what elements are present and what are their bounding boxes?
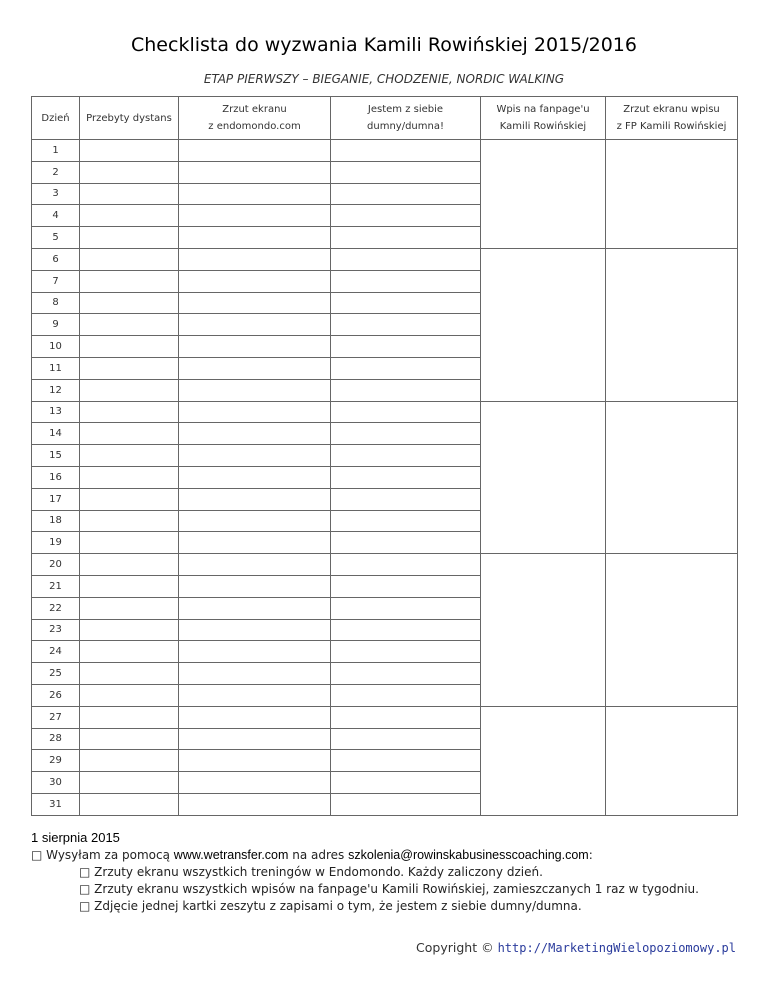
distance-cell[interactable] <box>80 619 179 641</box>
proud-cell[interactable] <box>331 641 481 663</box>
table-row <box>32 554 738 576</box>
table-row <box>32 248 738 270</box>
email-address[interactable]: szkolenia@rowinskabusinesscoaching.com <box>348 848 589 862</box>
endomondo-screenshot-cell[interactable] <box>179 248 331 270</box>
fanpage-post-cell[interactable] <box>481 248 606 401</box>
send-prefix: Wysyłam za pomocą <box>46 848 170 862</box>
distance-cell[interactable] <box>80 401 179 423</box>
endomondo-screenshot-cell[interactable] <box>179 619 331 641</box>
proud-cell[interactable] <box>331 292 481 314</box>
table-body <box>32 140 738 816</box>
header-fanpage-line2: Kamili Rowińskiej <box>499 121 587 132</box>
copyright-link[interactable]: http://MarketingWielopoziomowy.pl <box>497 941 736 955</box>
proud-cell[interactable] <box>331 793 481 815</box>
distance-cell[interactable] <box>80 750 179 772</box>
fp-screenshot-cell[interactable] <box>606 401 738 554</box>
day-number: 29 <box>32 750 80 772</box>
distance-cell[interactable] <box>80 445 179 467</box>
day-number: 27 <box>32 706 80 728</box>
page-title: Checklista do wyzwania Kamili Rowińskiej 2015/2016 <box>131 34 637 56</box>
header-endomondo-line1: Zrzut ekranu <box>222 104 287 115</box>
distance-cell[interactable] <box>80 575 179 597</box>
proud-cell[interactable] <box>331 575 481 597</box>
header-fanpage-post <box>481 97 606 140</box>
proud-cell[interactable] <box>331 357 481 379</box>
day-number: 2 <box>32 161 80 183</box>
proud-cell[interactable] <box>331 270 481 292</box>
stage-subtitle: ETAP PIERWSZY – BIEGANIE, CHODZENIE, NORDIC WALKING <box>203 72 565 86</box>
fp-screenshot-cell[interactable] <box>606 554 738 707</box>
proud-cell[interactable] <box>331 728 481 750</box>
endomondo-screenshot-cell[interactable] <box>179 445 331 467</box>
day-number: 13 <box>32 401 80 423</box>
day-number: 22 <box>32 597 80 619</box>
proud-cell[interactable] <box>331 379 481 401</box>
endomondo-screenshot-cell[interactable] <box>179 161 331 183</box>
distance-cell[interactable] <box>80 554 179 576</box>
send-instruction <box>31 847 737 864</box>
day-number: 3 <box>32 183 80 205</box>
endomondo-screenshot-cell[interactable] <box>179 575 331 597</box>
distance-cell[interactable] <box>80 597 179 619</box>
wetransfer-link[interactable]: www.wetransfer.com <box>173 848 289 862</box>
endomondo-screenshot-cell[interactable] <box>179 357 331 379</box>
proud-cell[interactable] <box>331 183 481 205</box>
distance-cell[interactable] <box>80 641 179 663</box>
proud-cell[interactable] <box>331 488 481 510</box>
distance-cell[interactable] <box>80 728 179 750</box>
distance-cell[interactable] <box>80 466 179 488</box>
proud-cell[interactable] <box>331 750 481 772</box>
day-number: 17 <box>32 488 80 510</box>
fanpage-post-cell[interactable] <box>481 554 606 707</box>
distance-cell[interactable] <box>80 663 179 685</box>
send-middle: na adres <box>292 848 345 862</box>
proud-cell[interactable] <box>331 772 481 794</box>
list-item <box>31 864 737 881</box>
distance-cell[interactable] <box>80 793 179 815</box>
endomondo-screenshot-cell[interactable] <box>179 641 331 663</box>
endomondo-screenshot-cell[interactable] <box>179 793 331 815</box>
endomondo-screenshot-cell[interactable] <box>179 706 331 728</box>
day-number: 20 <box>32 554 80 576</box>
proud-cell[interactable] <box>331 619 481 641</box>
header-fanpage-line1: Wpis na fanpage'u <box>496 104 590 115</box>
header-proud-line1: Jestem z siebie <box>367 104 444 115</box>
distance-cell[interactable] <box>80 183 179 205</box>
day-number: 4 <box>32 205 80 227</box>
proud-cell[interactable] <box>331 706 481 728</box>
proud-cell[interactable] <box>331 554 481 576</box>
endomondo-screenshot-cell[interactable] <box>179 314 331 336</box>
proud-cell[interactable] <box>331 227 481 249</box>
list-item <box>31 881 737 898</box>
proud-cell[interactable] <box>331 205 481 227</box>
header-distance: Przebyty dystans <box>80 97 179 140</box>
day-number: 11 <box>32 357 80 379</box>
endomondo-screenshot-cell[interactable] <box>179 663 331 685</box>
day-number: 8 <box>32 292 80 314</box>
distance-cell[interactable] <box>80 772 179 794</box>
distance-cell[interactable] <box>80 140 179 162</box>
fp-screenshot-cell[interactable] <box>606 248 738 401</box>
list-item-text: Zdjęcie jednej kartki zeszytu z zapisami o tym, że jestem z siebie dumny/dumna. <box>94 899 582 913</box>
day-number: 19 <box>32 532 80 554</box>
fp-screenshot-cell[interactable] <box>606 140 738 249</box>
distance-cell[interactable] <box>80 684 179 706</box>
endomondo-screenshot-cell[interactable] <box>179 379 331 401</box>
day-number: 9 <box>32 314 80 336</box>
table-header-row <box>32 97 738 140</box>
proud-cell[interactable] <box>331 445 481 467</box>
day-number: 30 <box>32 772 80 794</box>
list-item-text: Zrzuty ekranu wszystkich treningów w Endomondo. Każdy zaliczony dzień. <box>94 865 543 879</box>
copyright-text: Copyright © <box>416 940 494 955</box>
proud-cell[interactable] <box>331 466 481 488</box>
proud-cell[interactable] <box>331 248 481 270</box>
checkbox-icon[interactable]: □ <box>79 899 91 913</box>
endomondo-screenshot-cell[interactable] <box>179 140 331 162</box>
header-proud <box>331 97 481 140</box>
checkbox-icon[interactable]: □ <box>79 882 91 896</box>
header-fp-screenshot-line1: Zrzut ekranu wpisu <box>623 104 720 115</box>
table-row <box>32 706 738 728</box>
proud-cell[interactable] <box>331 663 481 685</box>
header-endomondo-line2: z endomondo.com <box>208 121 301 132</box>
endomondo-screenshot-cell[interactable] <box>179 684 331 706</box>
proud-cell[interactable] <box>331 684 481 706</box>
day-number: 6 <box>32 248 80 270</box>
checkbox-icon[interactable]: □ <box>31 848 43 862</box>
instructions <box>31 830 737 915</box>
header-fp-screenshot <box>606 97 738 140</box>
endomondo-screenshot-cell[interactable] <box>179 292 331 314</box>
proud-cell[interactable] <box>331 532 481 554</box>
day-number: 12 <box>32 379 80 401</box>
day-number: 10 <box>32 336 80 358</box>
table-row <box>32 401 738 423</box>
day-number: 25 <box>32 663 80 685</box>
day-number: 21 <box>32 575 80 597</box>
endomondo-screenshot-cell[interactable] <box>179 750 331 772</box>
header-endomondo-screenshot <box>179 97 331 140</box>
endomondo-screenshot-cell[interactable] <box>179 227 331 249</box>
endomondo-screenshot-cell[interactable] <box>179 728 331 750</box>
header-proud-line2: dumny/dumna! <box>367 121 444 132</box>
day-number: 16 <box>32 466 80 488</box>
proud-cell[interactable] <box>331 140 481 162</box>
distance-cell[interactable] <box>80 248 179 270</box>
deadline-date: 1 sierpnia 2015 <box>31 830 120 845</box>
endomondo-screenshot-cell[interactable] <box>179 183 331 205</box>
day-number: 26 <box>32 684 80 706</box>
day-number: 28 <box>32 728 80 750</box>
endomondo-screenshot-cell[interactable] <box>179 270 331 292</box>
proud-cell[interactable] <box>331 597 481 619</box>
proud-cell[interactable] <box>331 423 481 445</box>
day-number: 1 <box>32 140 80 162</box>
endomondo-screenshot-cell[interactable] <box>179 510 331 532</box>
send-suffix: : <box>588 848 593 862</box>
endomondo-screenshot-cell[interactable] <box>179 532 331 554</box>
endomondo-screenshot-cell[interactable] <box>179 554 331 576</box>
endomondo-screenshot-cell[interactable] <box>179 488 331 510</box>
day-number: 7 <box>32 270 80 292</box>
endomondo-screenshot-cell[interactable] <box>179 205 331 227</box>
distance-cell[interactable] <box>80 532 179 554</box>
distance-cell[interactable] <box>80 510 179 532</box>
list-item <box>31 898 737 915</box>
fanpage-post-cell[interactable] <box>481 706 606 815</box>
day-number: 15 <box>32 445 80 467</box>
proud-cell[interactable] <box>331 336 481 358</box>
copyright <box>416 940 736 955</box>
day-number: 23 <box>32 619 80 641</box>
endomondo-screenshot-cell[interactable] <box>179 597 331 619</box>
proud-cell[interactable] <box>331 401 481 423</box>
distance-cell[interactable] <box>80 292 179 314</box>
distance-cell[interactable] <box>80 227 179 249</box>
fp-screenshot-cell[interactable] <box>606 706 738 815</box>
distance-cell[interactable] <box>80 488 179 510</box>
day-number: 18 <box>32 510 80 532</box>
day-number: 14 <box>32 423 80 445</box>
checklist-table <box>31 96 738 816</box>
distance-cell[interactable] <box>80 205 179 227</box>
endomondo-screenshot-cell[interactable] <box>179 466 331 488</box>
table-row <box>32 140 738 162</box>
endomondo-screenshot-cell[interactable] <box>179 401 331 423</box>
distance-cell[interactable] <box>80 357 179 379</box>
day-number: 24 <box>32 641 80 663</box>
distance-cell[interactable] <box>80 314 179 336</box>
endomondo-screenshot-cell[interactable] <box>179 423 331 445</box>
proud-cell[interactable] <box>331 510 481 532</box>
distance-cell[interactable] <box>80 706 179 728</box>
distance-cell[interactable] <box>80 379 179 401</box>
list-item-text: Zrzuty ekranu wszystkich wpisów na fanpage'u Kamili Rowińskiej, zamieszczanych 1 raz w tygodniu. <box>94 882 699 896</box>
checkbox-icon[interactable]: □ <box>79 865 91 879</box>
endomondo-screenshot-cell[interactable] <box>179 772 331 794</box>
proud-cell[interactable] <box>331 314 481 336</box>
distance-cell[interactable] <box>80 161 179 183</box>
day-number: 5 <box>32 227 80 249</box>
header-fp-screenshot-line2: z FP Kamili Rowińskiej <box>616 121 727 132</box>
proud-cell[interactable] <box>331 161 481 183</box>
distance-cell[interactable] <box>80 270 179 292</box>
distance-cell[interactable] <box>80 336 179 358</box>
endomondo-screenshot-cell[interactable] <box>179 336 331 358</box>
header-day: Dzień <box>32 97 80 140</box>
fanpage-post-cell[interactable] <box>481 401 606 554</box>
day-number: 31 <box>32 793 80 815</box>
fanpage-post-cell[interactable] <box>481 140 606 249</box>
distance-cell[interactable] <box>80 423 179 445</box>
